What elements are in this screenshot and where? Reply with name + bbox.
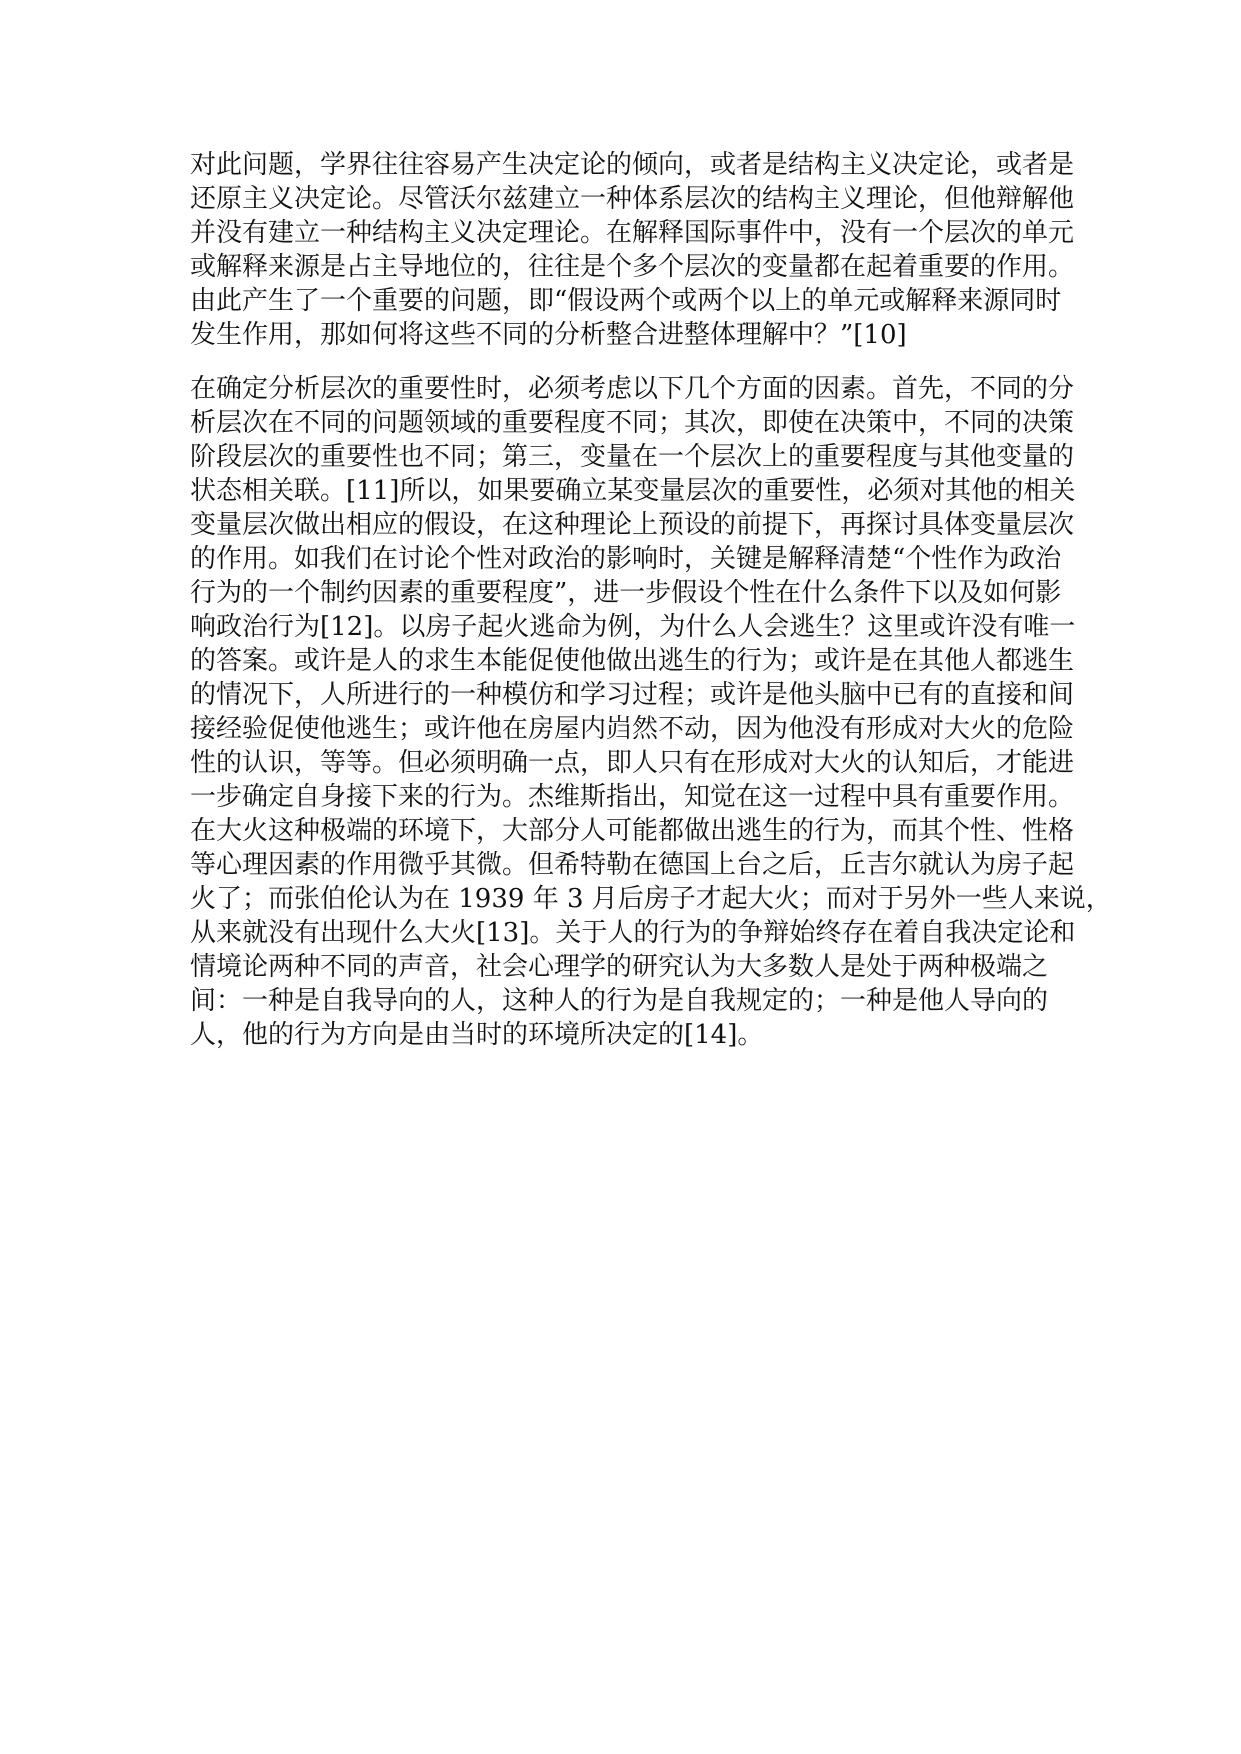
paragraph-line: 并没有建立一种结构主义决定理论。在解释国际事件中，没有一个层次的单元 (190, 218, 1075, 248)
paragraph-line: 析层次在不同的问题领域的重要程度不同；其次，即使在决策中，不同的决策 (190, 408, 1075, 438)
paragraph-line: 接经验促使他逃生；或许他在房屋内岿然不动，因为他没有形成对大火的危险 (190, 714, 1075, 744)
paragraph-line: 一步确定自身接下来的行为。杰维斯指出，知觉在这一过程中具有重要作用。 (190, 782, 1075, 812)
paragraph-line: 在大火这种极端的环境下，大部分人可能都做出逃生的行为，而其个性、性格 (190, 816, 1075, 846)
paragraph-line: 间：一种是自我导向的人，这种人的行为是自我规定的；一种是他人导向的 (190, 986, 1049, 1016)
paragraph-line: 的作用。如我们在讨论个性对政治的影响时，关键是解释清楚“个性作为政治 (190, 544, 1062, 574)
paragraph-line: 响政治行为[12]。以房子起火逃命为例，为什么人会逃生？这里或许没有唯一 (190, 612, 1076, 642)
paragraph-line: 从来就没有出现什么大火[13]。关于人的行为的争辩始终存在着自我决定论和 (190, 918, 1076, 948)
paragraph-line: 的情况下，人所进行的一种模仿和学习过程；或许是他头脑中已有的直接和间 (190, 680, 1075, 710)
paragraph-line: 性的认识，等等。但必须明确一点，即人只有在形成对大火的认知后，才能进 (190, 748, 1075, 778)
paragraph-line: 状态相关联。[11]所以，如果要确立某变量层次的重要性，必须对其他的相关 (190, 476, 1076, 506)
paragraph-line: 还原主义决定论。尽管沃尔兹建立一种体系层次的结构主义理论，但他辩解他 (190, 184, 1075, 214)
paragraph-1 (190, 148, 1075, 352)
paragraph-line: 的答案。或许是人的求生本能促使他做出逃生的行为；或许是在其他人都逃生 (190, 646, 1075, 676)
paragraph-line: 阶段层次的重要性也不同；第三，变量在一个层次上的重要程度与其他变量的 (190, 442, 1075, 472)
paragraph-line: 火了；而张伯伦认为在 1939 年 3 月后房子才起大火；而对于另外一些人来说， (190, 884, 1112, 914)
paragraph-line: 发生作用，那如何将这些不同的分析整合进整体理解中？”[10] (190, 320, 907, 350)
paragraph-line: 人，他的行为方向是由当时的环境所决定的[14]。 (190, 1020, 764, 1050)
paragraph-line: 在确定分析层次的重要性时，必须考虑以下几个方面的因素。首先，不同的分 (190, 374, 1075, 404)
paragraph-2 (190, 372, 1112, 1052)
paragraph-line: 由此产生了一个重要的问题，即“假设两个或两个以上的单元或解释来源同时 (190, 286, 1062, 316)
paragraph-line: 等心理因素的作用微乎其微。但希特勒在德国上台之后，丘吉尔就认为房子起 (190, 850, 1075, 880)
paragraph-line: 情境论两种不同的声音，社会心理学的研究认为大多数人是处于两种极端之 (190, 952, 1049, 982)
paragraph-line: 对此问题，学界往往容易产生决定论的倾向，或者是结构主义决定论，或者是 (190, 150, 1075, 180)
paragraph-line: 变量层次做出相应的假设，在这种理论上预设的前提下，再探讨具体变量层次 (190, 510, 1075, 540)
paragraph-line: 或解释来源是占主导地位的，往往是个多个层次的变量都在起着重要的作用。 (190, 252, 1075, 282)
paragraph-line: 行为的一个制约因素的重要程度”，进一步假设个性在什么条件下以及如何影 (190, 578, 1062, 608)
